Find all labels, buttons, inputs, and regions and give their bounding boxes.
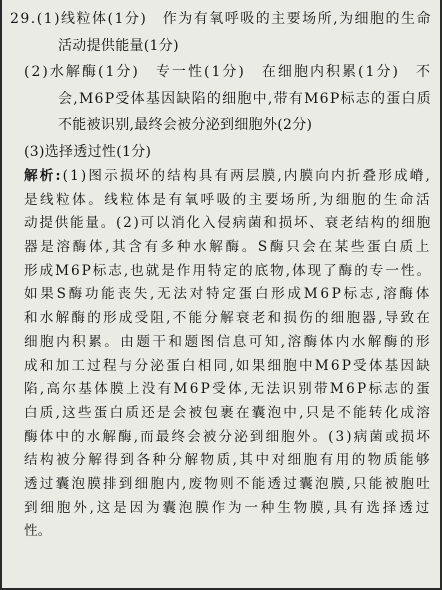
explanation-line-7: 和水解酶的形成受阻,不能分解衰老和损伤的细胞器,导致在: [24, 310, 432, 327]
explanation-line-16: 性。: [24, 523, 52, 540]
explanation-line-11: 白质,这些蛋白质还是会被包裹在囊泡中,只是不能转化成溶: [24, 404, 432, 421]
explanation-text: (1)图示损坏的结构具有两层膜,内膜向内折叠形成嵴,: [62, 168, 432, 184]
explanation-line-15: 到细胞外,这是因为囊泡膜作为一种生物膜,具有选择透过: [24, 499, 432, 516]
question-number: 29.: [10, 11, 37, 27]
explanation-line-4: 器是溶酶体,其含有多种水解酶。S酶只会在某些蛋白质上: [24, 239, 432, 256]
answer-2-line-1: (2)水解酶(1分) 专一性(1分) 在细胞内积累(1分) 不: [24, 64, 432, 80]
answer-2-line-2: 会,M6P受体基因缺陷的细胞中,带有M6P标志的蛋白质: [58, 90, 432, 107]
explanation-line-1: [10, 165, 434, 189]
explanation-line-2: 是线粒体。线粒体是有氧呼吸的主要场所,为细胞的生命活: [24, 191, 432, 208]
explanation-line-14: 透过囊泡膜排到细胞内,废物则不能透过囊泡膜,只能被胞吐: [24, 475, 432, 492]
explanation-line-3: 动提供能量。(2)可以消化入侵病菌和损坏、衰老结构的细胞: [24, 215, 432, 232]
answer-1-line-2: 活动提供能量(1分): [58, 37, 179, 54]
answer-1-line-1: [10, 6, 434, 33]
explanation-line-13: 结构被分解得到各种分解物质,其中对细胞有用的物质能够: [24, 452, 432, 469]
answer-3-line-1: (3)选择透过性(1分): [24, 143, 152, 160]
answer-2-line-3: 不能被识别,最终会被分泌到细胞外(2分): [58, 117, 313, 133]
explanation-line-6: 如果S酶功能丧失,无法对特定蛋白形成M6P标志,溶酶体: [24, 286, 432, 303]
answer-1-text: (1)线粒体(1分) 作为有氧呼吸的主要场所,为细胞的生命: [36, 11, 432, 27]
explanation-line-5: 形成M6P标志,也就是作用特定的底物,体现了酶的专一性。: [24, 262, 432, 279]
explanation-line-10: 陷,高尔基体膜上没有M6P受体,无法识别带M6P标志的蛋: [24, 381, 432, 398]
explanation-line-8: 细胞内积累。由题干和题图信息可知,溶酶体内水解酶的形: [24, 333, 432, 350]
explanation-line-9: 成和加工过程与分泌蛋白相同,如果细胞中M6P受体基因缺: [24, 357, 432, 374]
explanation-label: 解析:: [24, 168, 63, 184]
explanation-line-12: 酶体中的水解酶,而最终会被分泌到细胞外。(3)病菌或损坏: [24, 428, 432, 445]
answer-content: [10, 6, 434, 544]
